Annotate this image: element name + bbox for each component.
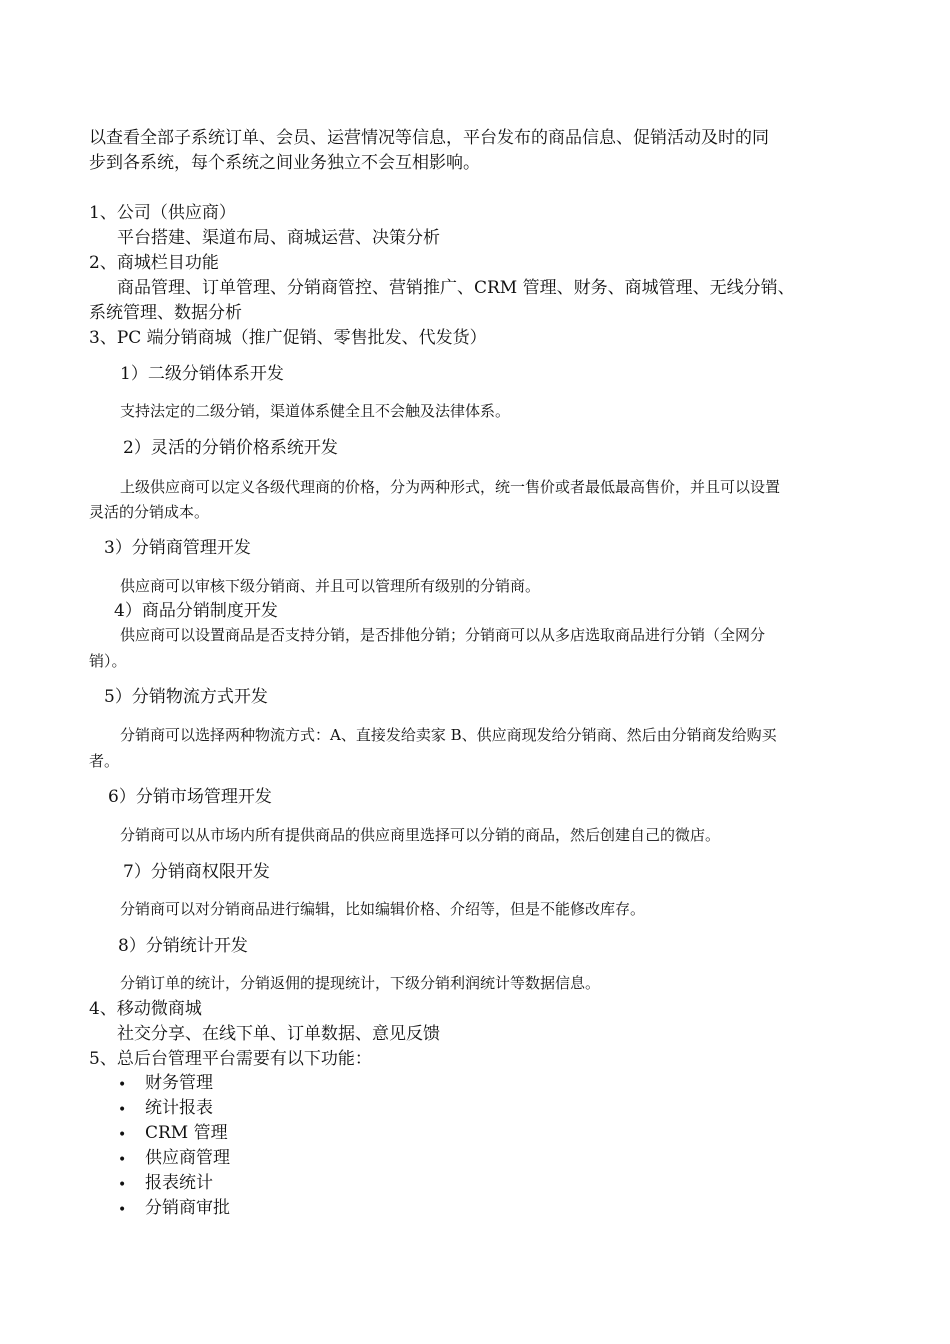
subsection-6-description: 分销商可以从市场内所有提供商品的供应商里选择可以分销的商品，然后创建自己的微店。 xyxy=(120,826,721,844)
subsection-8-description: 分销订单的统计，分销返佣的提现统计，下级分销利润统计等数据信息。 xyxy=(120,974,601,992)
intro-line-1: 以查看全部子系统订单、会员、运营情况等信息，平台发布的商品信息、促销活动及时的同 xyxy=(89,128,769,148)
subsection-2-description-line-1: 上级供应商可以定义各级代理商的价格，分为两种形式，统一售价或者最低最高售价，并且可以设置 xyxy=(120,478,781,496)
list-item: 分销商审批 xyxy=(145,1198,230,1218)
subsection-3-title: 3）分销商管理开发 xyxy=(104,538,251,558)
subsection-7-description: 分销商可以对分销商品进行编辑，比如编辑价格、介绍等，但是不能修改库存。 xyxy=(120,900,646,918)
section-1-title: 1、公司（供应商） xyxy=(89,203,236,223)
section-1-content: 平台搭建、渠道布局、商城运营、决策分析 xyxy=(117,228,440,248)
bullet-icon: • xyxy=(118,1177,127,1193)
list-item: 报表统计 xyxy=(145,1173,213,1193)
subsection-5-description-line-1: 分销商可以选择两种物流方式：A、直接发给卖家 B、供应商现发给分销商、然后由分销商发给购买 xyxy=(120,726,777,744)
section-2-content-line-1: 商品管理、订单管理、分销商管控、营销推广、CRM 管理、财务、商城管理、无线分销、 xyxy=(117,278,795,298)
list-item: 财务管理 xyxy=(145,1073,213,1093)
subsection-3-description: 供应商可以审核下级分销商、并且可以管理所有级别的分销商。 xyxy=(120,577,541,595)
section-4-title: 4、移动微商城 xyxy=(89,999,202,1019)
subsection-5-title: 5）分销物流方式开发 xyxy=(104,687,268,707)
subsection-4-title: 4）商品分销制度开发 xyxy=(114,601,278,621)
bullet-icon: • xyxy=(118,1202,127,1218)
section-4-content: 社交分享、在线下单、订单数据、意见反馈 xyxy=(117,1024,440,1044)
subsection-1-title: 1）二级分销体系开发 xyxy=(120,364,284,384)
list-item: CRM 管理 xyxy=(145,1123,228,1143)
subsection-2-title: 2）灵活的分销价格系统开发 xyxy=(123,438,338,458)
intro-line-2: 步到各系统，每个系统之间业务独立不会互相影响。 xyxy=(89,153,480,173)
bullet-icon: • xyxy=(118,1102,127,1118)
bullet-icon: • xyxy=(118,1077,127,1093)
list-item: 供应商管理 xyxy=(145,1148,230,1168)
subsection-4-description-line-1: 供应商可以设置商品是否支持分销，是否排他分销；分销商可以从多店选取商品进行分销（全网分 xyxy=(120,626,766,644)
subsection-5-description-line-2: 者。 xyxy=(89,752,120,770)
subsection-6-title: 6）分销市场管理开发 xyxy=(108,787,272,807)
bullet-icon: • xyxy=(118,1152,127,1168)
section-3-title: 3、PC 端分销商城（推广促销、零售批发、代发货） xyxy=(89,328,487,348)
subsection-1-description: 支持法定的二级分销，渠道体系健全且不会触及法律体系。 xyxy=(120,402,511,420)
section-5-title: 5、总后台管理平台需要有以下功能： xyxy=(89,1049,372,1069)
section-2-content-line-2: 系统管理、数据分析 xyxy=(89,303,242,323)
subsection-7-title: 7）分销商权限开发 xyxy=(123,862,270,882)
subsection-8-title: 8）分销统计开发 xyxy=(118,936,248,956)
subsection-4-description-line-2: 销）。 xyxy=(89,652,127,670)
subsection-2-description-line-2: 灵活的分销成本。 xyxy=(89,503,210,521)
list-item: 统计报表 xyxy=(145,1098,213,1118)
section-2-title: 2、商城栏目功能 xyxy=(89,253,219,273)
bullet-icon: • xyxy=(118,1127,127,1143)
